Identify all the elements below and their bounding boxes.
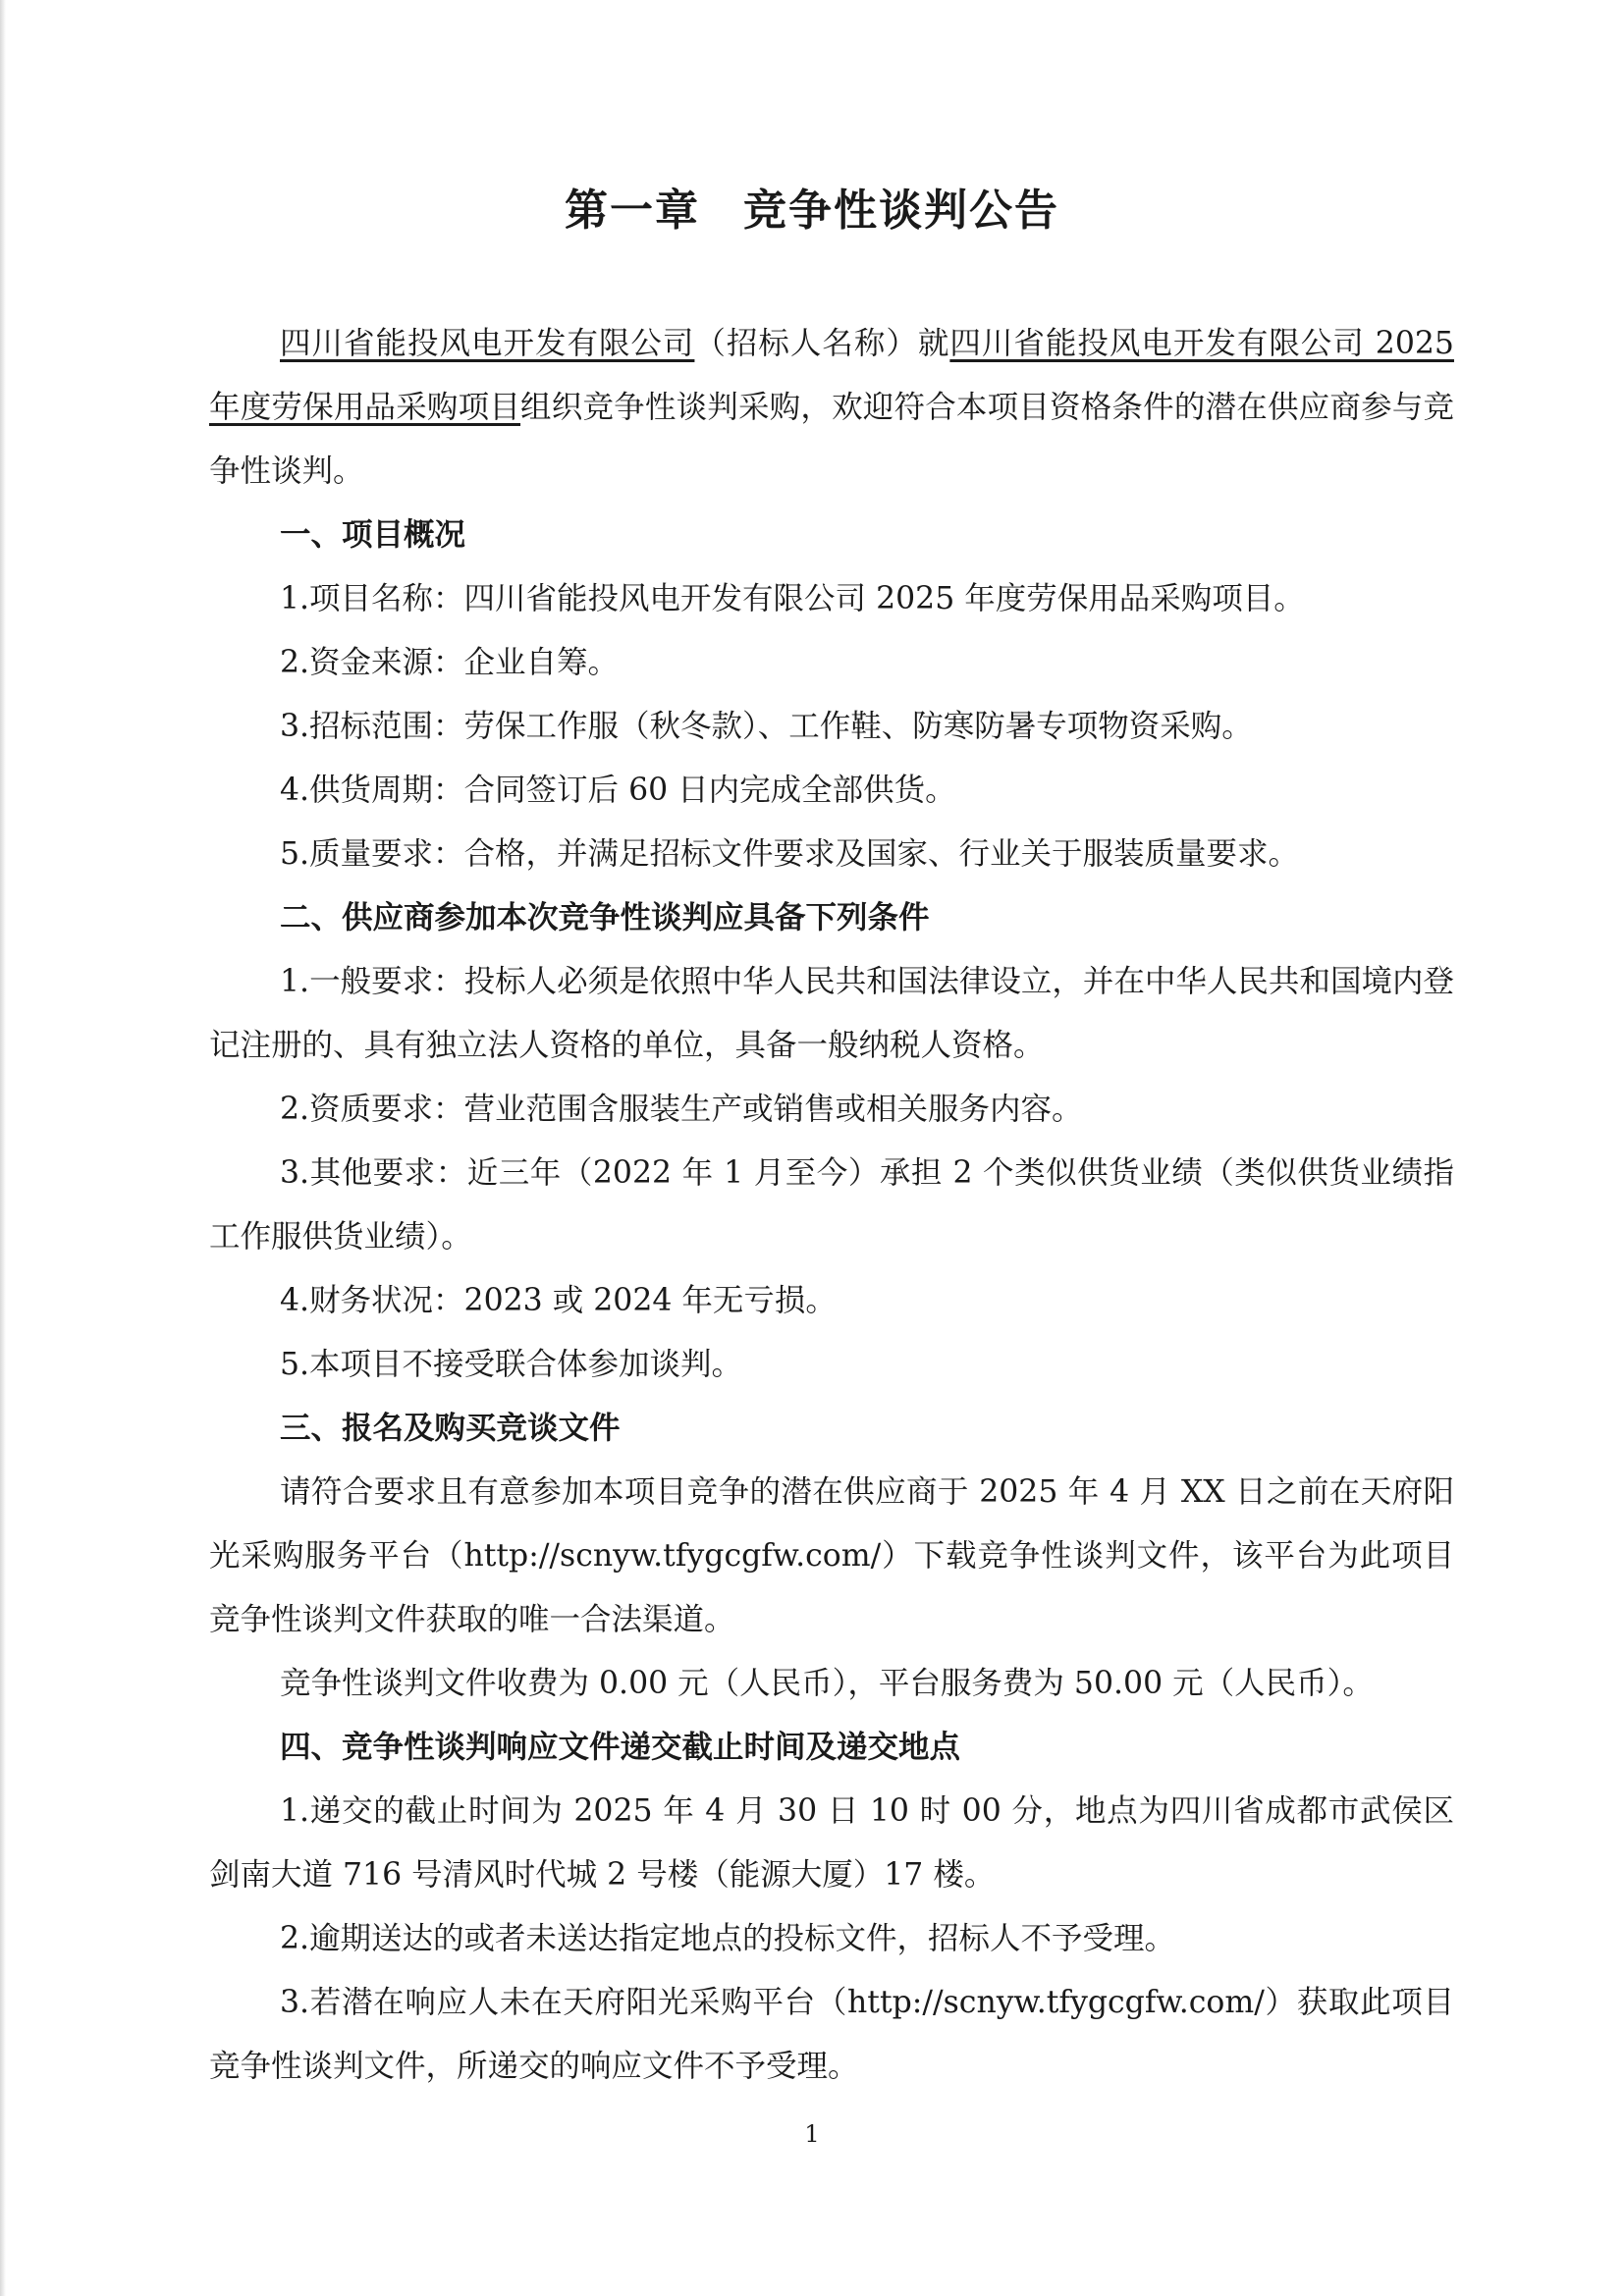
qualification-item: 2.资质要求：营业范围含服装生产或销售或相关服务内容。	[280, 1092, 1083, 1127]
section-heading-submission: 四、竞争性谈判响应文件递交截止时间及递交地点	[280, 1730, 961, 1765]
scan-edge	[0, 0, 6, 2296]
qualification-item: 5.本项目不接受联合体参加谈判。	[280, 1347, 743, 1382]
overview-item: 3.招标范围：劳保工作服（秋冬款）、工作鞋、防寒防暑专项物资采购。	[280, 709, 1253, 744]
overview-item: 1.项目名称：四川省能投风电开发有限公司 2025 年度劳保用品采购项目。	[280, 581, 1305, 616]
submission-item: 3.若潜在响应人未在天府阳光采购平台（http://scnyw.tfygcgfw.com/）获取此项目竞争性谈判文件，所递交的响应文件不予受理。	[209, 1985, 1454, 2084]
tenderer-note: （招标人名称）就	[694, 326, 950, 361]
overview-item: 5.质量要求：合格，并满足招标文件要求及国家、行业关于服装质量要求。	[280, 836, 1300, 872]
section-heading-qualifications: 二、供应商参加本次竞争性谈判应具备下列条件	[280, 900, 930, 935]
page-number: 1	[804, 2120, 820, 2148]
section-heading-registration: 三、报名及购买竞谈文件	[280, 1411, 621, 1446]
tenderer-name: 四川省能投风电开发有限公司	[280, 326, 695, 361]
overview-item: 4.供货周期：合同签订后 60 日内完成全部供货。	[280, 773, 956, 808]
submission-item: 1.递交的截止时间为 2025 年 4 月 30 日 10 时 00 分，地点为四川省成都市武侯区剑南大道 716 号清风时代城 2 号楼（能源大厦）17 楼。	[209, 1793, 1454, 1893]
qualification-item: 3.其他要求：近三年（2022 年 1 月至今）承担 2 个类似供货业绩（类似供货业绩指工作服供货业绩）。	[209, 1155, 1454, 1255]
overview-item: 2.资金来源：企业自筹。	[280, 645, 620, 680]
qualification-item: 1.一般要求：投标人必须是依照中华人民共和国法律设立，并在中华人民共和国境内登记注册的、具有独立法人资格的单位，具备一般纳税人资格。	[209, 964, 1454, 1063]
section-heading-overview: 一、项目概况	[280, 517, 466, 553]
qualification-item: 4.财务状况：2023 或 2024 年无亏损。	[280, 1283, 837, 1318]
chapter-name: 竞争性谈判公告	[743, 186, 1059, 236]
submission-item: 2.逾期送达的或者未送达指定地点的投标文件，招标人不予受理。	[280, 1921, 1176, 1956]
page-title	[0, 175, 1624, 238]
intro-paragraph	[209, 312, 1454, 504]
project-name: 四川省能投风电开发有限公司 2025 年度劳保用品采购项目	[209, 326, 1454, 425]
announcement-body	[209, 312, 1454, 2099]
intro-rest: 组织竞争性谈判采购，欢迎符合本项目资格条件的潜在供应商参与竞争性谈判。	[209, 390, 1454, 489]
chapter-number: 第一章	[565, 186, 700, 236]
registration-item: 请符合要求且有意参加本项目竞争的潜在供应商于 2025 年 4 月 XX 日之前在天府阳光采购服务平台（http://scnyw.tfygcgfw.com/）下载竞争性谈判文件，该平台为此项目竞争性谈判文件获取的唯一合法渠道。	[209, 1474, 1454, 1637]
registration-item: 竞争性谈判文件收费为 0.00 元（人民币），平台服务费为 50.00 元（人民币）。	[280, 1666, 1374, 1701]
